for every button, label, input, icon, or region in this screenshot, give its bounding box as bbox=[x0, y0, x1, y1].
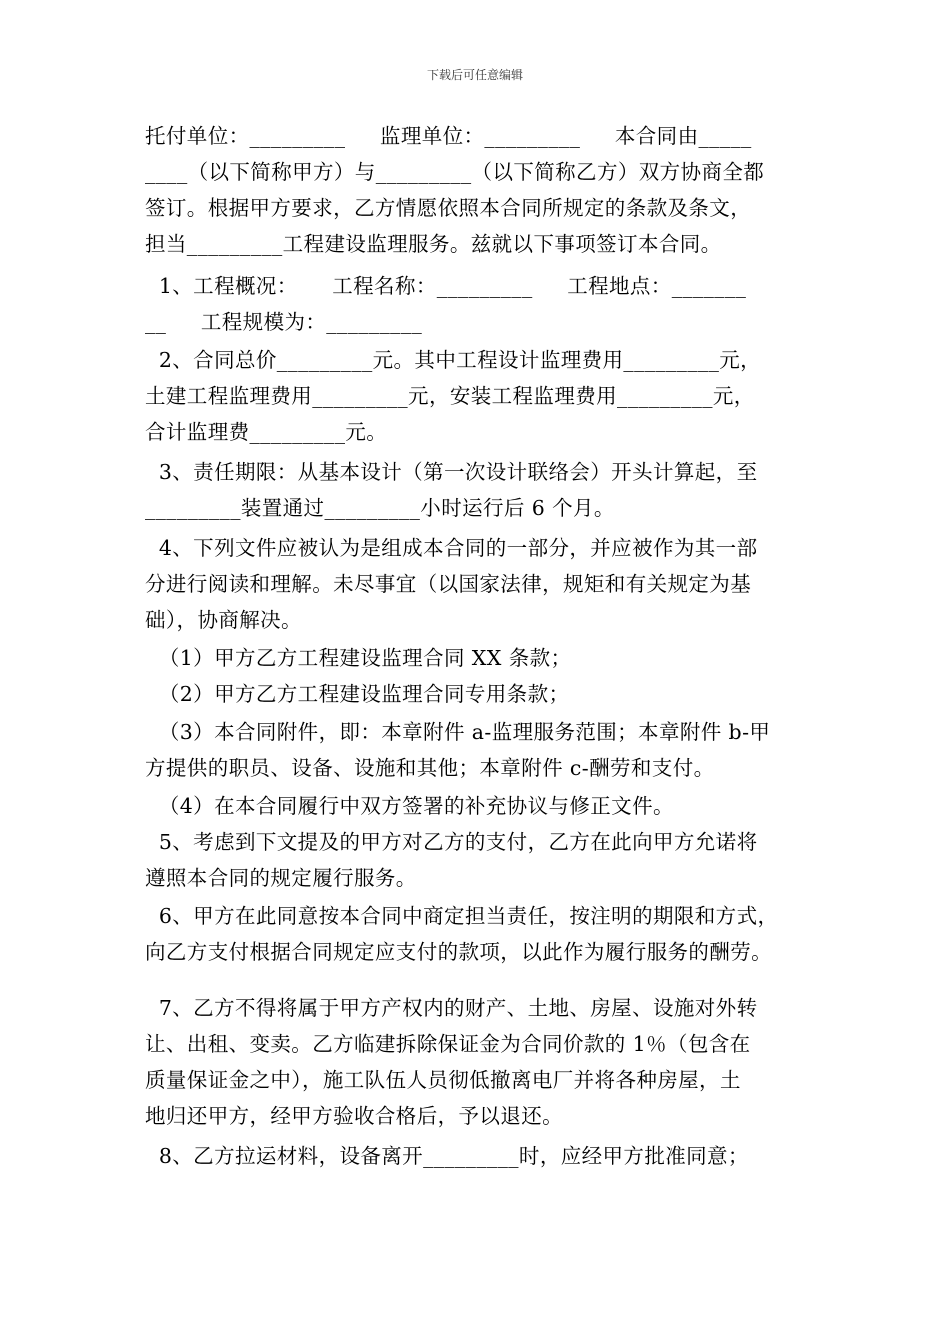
contract-text-line: （4）在本合同履行中双方签署的补充协议与修正文件。 bbox=[145, 794, 674, 818]
contract-text-line: 6、甲方在此同意按本合同中商定担当责任，按注明的期限和方式， bbox=[145, 904, 779, 928]
contract-text-line: 向乙方支付根据合同规定应支付的款项，以此作为履行服务的酬劳。 bbox=[145, 940, 772, 964]
contract-text-line: __ 工程规模为：_________ bbox=[145, 310, 423, 334]
contract-text-line: 方提供的职员、设备、设施和其他；本章附件 c-酬劳和支付。 bbox=[145, 756, 715, 780]
contract-text-line: 8、乙方拉运材料，设备离开_________时，应经甲方批准同意； bbox=[145, 1144, 749, 1168]
contract-text-line: 签订。根据甲方要求，乙方情愿依照本合同所规定的条款及条文， bbox=[145, 196, 752, 220]
contract-text-line: 担当_________工程建设监理服务。兹就以下事项签订本合同。 bbox=[145, 232, 722, 256]
contract-text-line: （3）本合同附件，即：本章附件 a-监理服务范围；本章附件 b-甲 bbox=[145, 720, 771, 744]
contract-text-line: （1）甲方乙方工程建设监理合同 XX 条款； bbox=[145, 646, 572, 670]
contract-text-line: 土建工程监理费用_________元，安装工程监理费用_________元， bbox=[145, 384, 755, 408]
contract-text-line: 7、乙方不得将属于甲方产权内的财产、土地、房屋、设施对外转 bbox=[145, 996, 758, 1020]
contract-text-line: 础），协商解决。 bbox=[145, 608, 302, 632]
contract-text-line: 3、责任期限：从基本设计（第一次设计联络会）开头计算起，至 bbox=[145, 460, 758, 484]
contract-text-line: 质量保证金之中），施工队伍人员彻低撤离电厂并将各种房屋，土 bbox=[145, 1068, 741, 1092]
contract-text-line: 分进行阅读和理解。未尽事宜（以国家法律，规矩和有关规定为基 bbox=[145, 572, 752, 596]
contract-text-line: 4、下列文件应被认为是组成本合同的一部分，并应被作为其一部 bbox=[145, 536, 758, 560]
contract-text-line: 遵照本合同的规定履行服务。 bbox=[145, 866, 417, 890]
contract-text-line: 托付单位：_________ 监理单位：_________ 本合同由_____ bbox=[145, 124, 752, 148]
contract-text-line: （2）甲方乙方工程建设监理合同专用条款； bbox=[145, 682, 570, 706]
contract-text-line: 让、出租、变卖。乙方临建拆除保证金为合同价款的 1％（包含在 bbox=[145, 1032, 751, 1056]
contract-text-line: ____（以下简称甲方）与_________（以下简称乙方）双方协商全都 bbox=[145, 160, 765, 184]
page-header: 下载后可任意编辑 bbox=[426, 68, 523, 82]
contract-text-line: _________装置通过_________小时运行后 6 个月。 bbox=[145, 496, 615, 520]
contract-text-line: 5、考虑到下文提及的甲方对乙方的支付，乙方在此向甲方允诺将 bbox=[145, 830, 758, 854]
contract-text-line: 1、工程概况： 工程名称：_________ 工程地点：_______ bbox=[145, 274, 747, 298]
contract-text-line: 2、合同总价_________元。其中工程设计监理费用_________元， bbox=[145, 348, 762, 372]
contract-text-line: 地归还甲方，经甲方验收合格后，予以退还。 bbox=[145, 1104, 563, 1128]
contract-text-line: 合计监理费_________元。 bbox=[145, 420, 388, 444]
